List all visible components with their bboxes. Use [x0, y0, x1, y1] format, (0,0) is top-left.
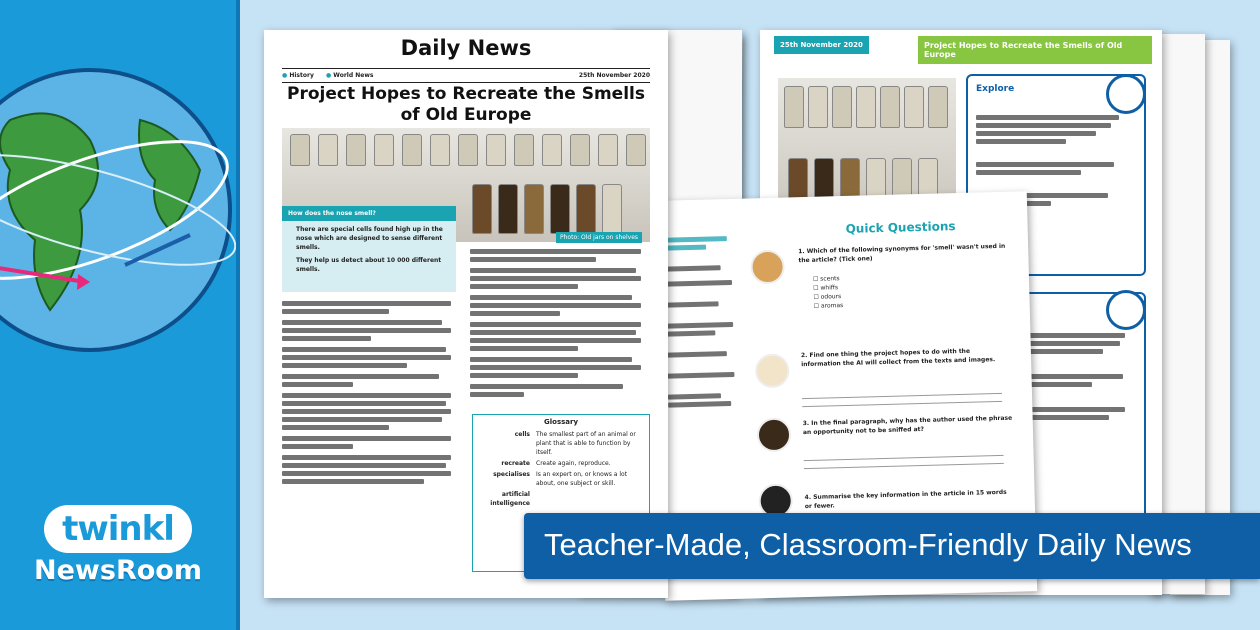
brand-panel — [0, 0, 240, 630]
gloss-def-2: Create again, reproduce. — [536, 460, 611, 467]
fact-bullet-1: There are special cells found high up in the nose which are designed to sense different smells. — [296, 226, 443, 251]
puppy-icon — [755, 353, 790, 388]
gloss-term-3: specialises — [493, 471, 530, 478]
questions-title: Quick Questions — [845, 219, 956, 236]
gloss-def-3: Is an expert on, or knows a lot about, one subject or skill. — [536, 471, 628, 487]
gloss-term-4: artificial intelligence — [490, 491, 530, 507]
option-3[interactable]: ☐ odours — [813, 293, 842, 301]
masthead — [264, 36, 668, 60]
pencil-icon — [1106, 290, 1146, 330]
rottweiler-icon — [757, 417, 792, 452]
brand-line1: twinkl — [62, 509, 174, 549]
question-3: 3. In the final paragraph, why has the author used the phrase an opportunity not to be sniffed at? — [802, 414, 1013, 437]
fact-bullet-2: They help us detect about 10 000 different smells. — [296, 257, 442, 273]
activity-title: Project Hopes to Recreate the Smells of Old Europe — [918, 36, 1152, 64]
glossary-title: Glossary — [543, 418, 579, 426]
fact-box-title: How does the nose smell? — [282, 206, 456, 221]
photo-caption: Photo: Old jars on shelves — [556, 232, 642, 243]
option-4[interactable]: ☐ aromas — [813, 302, 844, 310]
front-date: 25th November 2020 — [578, 72, 650, 79]
fact-box — [282, 206, 456, 292]
dog-icon — [750, 250, 785, 285]
explore-heading: Explore — [976, 84, 1015, 94]
front-headline: Project Hopes to Recreate the Smells of Old Europe — [287, 84, 645, 125]
option-1[interactable]: ☐ scents — [812, 275, 840, 283]
gloss-term-2: recreate — [501, 460, 530, 467]
option-2[interactable]: ☐ whiffs — [813, 284, 839, 292]
activity-date: 25th November 2020 — [774, 36, 869, 54]
nose-icon — [1106, 74, 1146, 114]
gloss-def-1: The smallest part of an animal or plant that is able to function by itself. — [536, 431, 636, 456]
brand-line2: NewsRoom — [34, 555, 202, 586]
twinkl-newsroom-logo — [28, 505, 208, 586]
question-1: 1. Which of the following synonyms for 'smell' wasn't used in the article? (Tick one) — [798, 242, 1006, 265]
globe-icon — [0, 60, 240, 360]
promo-banner — [524, 513, 1260, 579]
article-col-2 — [470, 246, 650, 400]
front-meta-row: ● History ● World News 25th November 2020 — [282, 68, 650, 83]
category-history: History — [289, 72, 314, 79]
masthead-title: Daily News — [400, 36, 532, 60]
category-world-news: World News — [333, 72, 374, 79]
article-col-1 — [282, 298, 460, 487]
gloss-term-1: cells — [514, 431, 530, 438]
question-2: 2. Find one thing the project hopes to do with the information the AI will collect from the texts and images. — [800, 347, 996, 369]
question-4: 4. Summarise the key information in the article in 15 words or fewer. — [804, 488, 1007, 511]
banner-text: Teacher-Made, Classroom-Friendly Daily News — [544, 527, 1192, 562]
